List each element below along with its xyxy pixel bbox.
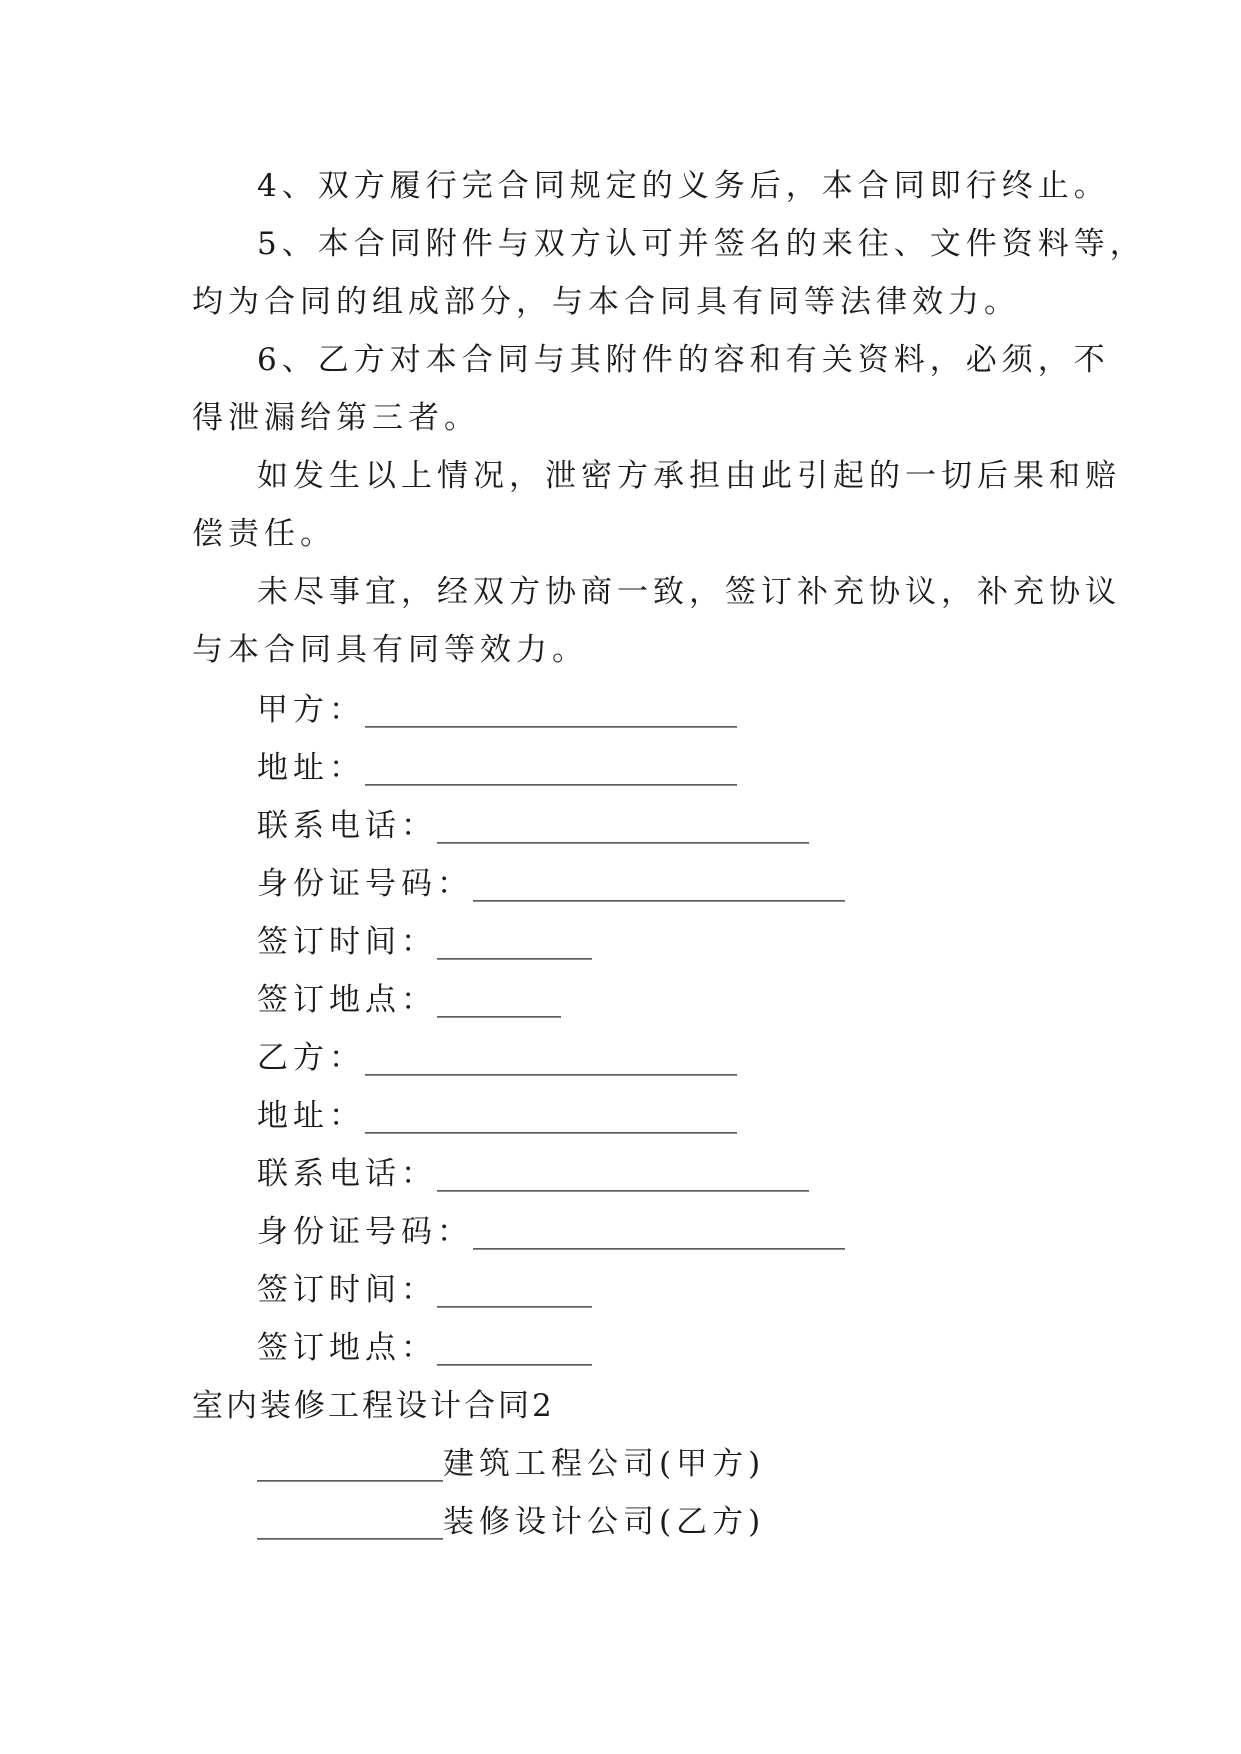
company-label: 装修设计公司(乙方) <box>443 1504 766 1540</box>
party-a-name-field <box>257 690 737 730</box>
party-b-address-field <box>257 1096 737 1136</box>
fill-blank: ____________ <box>257 1504 443 1540</box>
field-label: 联系电话： <box>257 1156 437 1192</box>
fill-blank: ________________________ <box>437 808 809 844</box>
fill-blank: ________________________ <box>365 1040 737 1076</box>
liability-line-1: 如发生以上情况，泄密方承担由此引起的一切后果和赔 <box>257 458 1121 494</box>
clause-4: 4、双方履行完合同规定的义务后，本合同即行终止。 <box>257 168 1110 204</box>
party-a-id-field <box>257 864 845 904</box>
section-title: 室内装修工程设计合同2 <box>192 1388 555 1424</box>
party-a-date-field <box>257 922 592 962</box>
clause-6-line-1: 6、乙方对本合同与其附件的容和有关资料，必须，不 <box>257 342 1110 378</box>
fill-blank: ________________________ <box>473 866 845 902</box>
field-label: 地址： <box>257 1098 365 1134</box>
field-label: 地址： <box>257 750 365 786</box>
party-a-company-line <box>257 1444 765 1484</box>
fill-blank: ________________________ <box>473 1214 845 1250</box>
field-label: 签订时间： <box>257 1272 437 1308</box>
field-label: 签订时间： <box>257 924 437 960</box>
fill-blank: ________________________ <box>365 1098 737 1134</box>
party-b-phone-field <box>257 1154 809 1194</box>
supplement-line-2: 与本合同具有同等效力。 <box>192 632 588 668</box>
field-label: 甲方： <box>257 692 365 728</box>
fill-blank: __________ <box>437 1272 592 1308</box>
party-b-id-field <box>257 1212 845 1252</box>
field-label: 签订地点： <box>257 1330 437 1366</box>
fill-blank: ________ <box>437 982 561 1018</box>
party-b-name-field <box>257 1038 737 1078</box>
supplement-line-1: 未尽事宜，经双方协商一致，签订补充协议，补充协议 <box>257 574 1121 610</box>
fill-blank: ________________________ <box>365 692 737 728</box>
fill-blank: __________ <box>437 924 592 960</box>
party-a-address-field <box>257 748 737 788</box>
fill-blank: ________________________ <box>365 750 737 786</box>
fill-blank: __________ <box>437 1330 592 1366</box>
fill-blank: ____________ <box>257 1446 443 1482</box>
field-label: 身份证号码： <box>257 1214 473 1250</box>
clause-5-line-2: 均为合同的组成部分，与本合同具有同等法律效力。 <box>192 284 1020 320</box>
clause-6-line-2: 得泄漏给第三者。 <box>192 400 480 436</box>
clause-5-line-1: 5、本合同附件与双方认可并签名的来往、文件资料等， <box>257 226 1146 262</box>
field-label: 签订地点： <box>257 982 437 1018</box>
party-b-date-field <box>257 1270 592 1310</box>
field-label: 身份证号码： <box>257 866 473 902</box>
party-a-phone-field <box>257 806 809 846</box>
party-b-place-field <box>257 1328 592 1368</box>
company-label: 建筑工程公司(甲方) <box>443 1446 766 1482</box>
party-a-place-field <box>257 980 561 1020</box>
party-b-company-line <box>257 1502 765 1542</box>
field-label: 联系电话： <box>257 808 437 844</box>
liability-line-2: 偿责任。 <box>192 516 336 552</box>
field-label: 乙方： <box>257 1040 365 1076</box>
fill-blank: ________________________ <box>437 1156 809 1192</box>
